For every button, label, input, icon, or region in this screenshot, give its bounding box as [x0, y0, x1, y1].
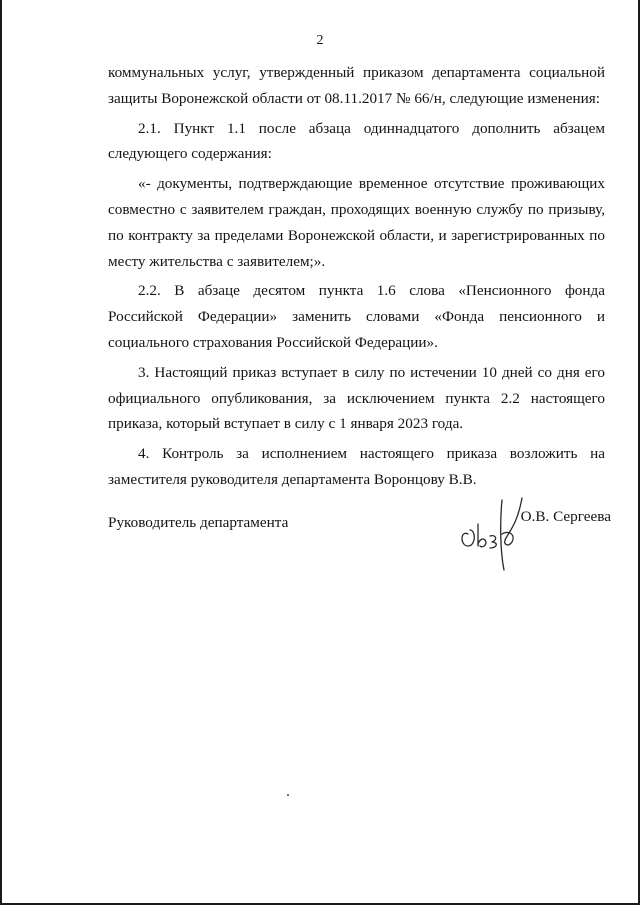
paragraph-intro: коммунальных услуг, утвержденный приказом департамента социальной защиты Воронежской области от 08.11.2017 № 66/н, следующие изменения:	[108, 64, 605, 107]
page-number: 2	[316, 33, 324, 48]
paragraph-4: 4. Контроль за исполнением настоящего приказа возложить на заместителя руководителя департамента Воронцову В.В.	[108, 445, 605, 488]
paragraph-2-1: 2.1. Пункт 1.1 после абзаца одиннадцатого дополнить абзацем следующего содержания:	[108, 119, 605, 163]
scan-speck	[287, 794, 289, 796]
signer-name: О.В. Сергеева	[520, 508, 611, 525]
signature-block	[108, 494, 611, 584]
paragraph-quoted-insert: «- документы, подтверждающие временное отсутствие проживающих совместно с заявителем граждан, проходящих военную службу по призыву, по контракту за пределами Воронежской области, и зарегистрированных по месту жительства с заявителем;».	[108, 175, 605, 270]
paragraph-3: 3. Настоящий приказ вступает в силу по истечении 10 дней со дня его официального опубликования, за исключением пункта 2.2 настоящего приказа, который вступает в силу с 1 января 2023 года.	[108, 363, 605, 433]
signer-position: Руководитель департамента	[108, 514, 289, 531]
handwritten-signature	[456, 490, 528, 576]
document-body	[108, 60, 605, 493]
paragraph-2-2: 2.2. В абзаце десятом пункта 1.6 слова «Пенсионного фонда Российской Федерации» заменить словами «Фонда пенсионного и социального страхования Российской Федерации».	[108, 282, 605, 351]
